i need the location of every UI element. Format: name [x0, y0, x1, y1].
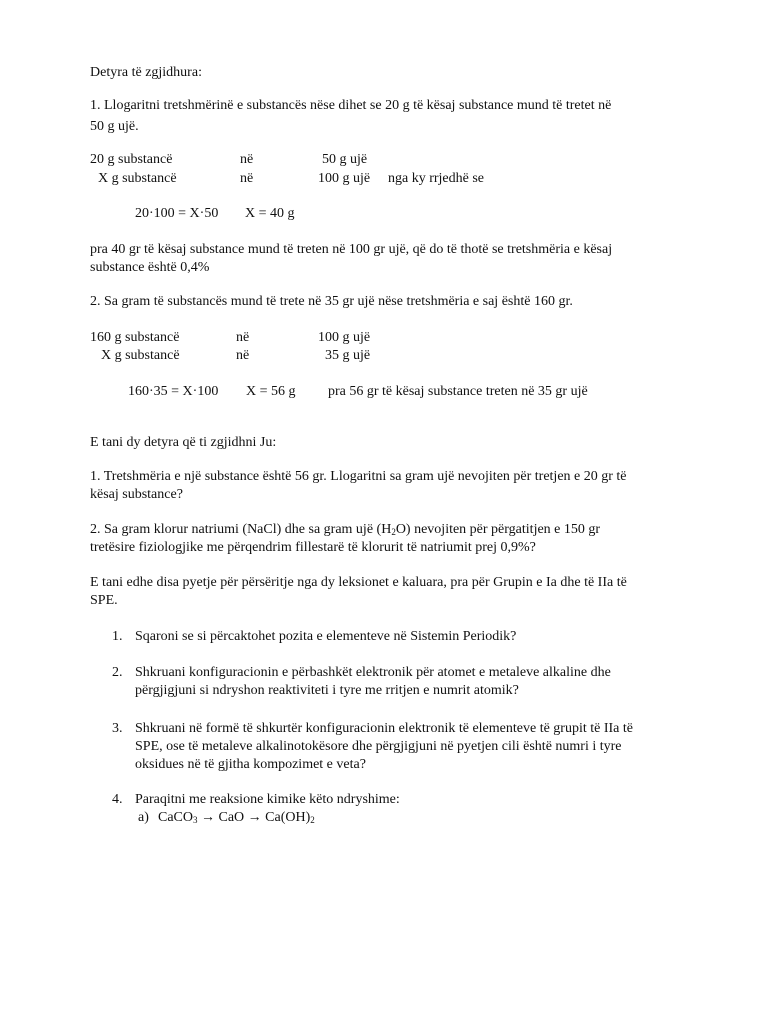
reaction-subscript: 2 — [310, 815, 315, 825]
question-text: përgjigjuni si ndryshon reaktiviteti i tyre me rritjen e numrit atomik? — [135, 683, 519, 698]
ex1-equation-main: 20·100 = X·50 — [135, 206, 219, 221]
ex2-equation-main: 160·35 = X·100 — [128, 384, 219, 399]
exercise-1-text: 1. Llogaritni tretshmërinë e substancës nëse dihet se 20 g të kësaj substance mund të tretet në — [90, 98, 612, 113]
ex2-equation-note: pra 56 gr të kësaj substance treten në 35 gr ujë — [328, 384, 588, 399]
ex1-equation-result: X = 40 g — [245, 206, 295, 221]
question-text: Shkruani në formë të shkurtër konfiguracionin elektronik të elementeve të grupit të IIa të — [135, 721, 633, 736]
task2-text-b: O) nevojiten për përgatitjen e 150 gr — [395, 522, 601, 537]
question-number: 2. — [112, 665, 123, 680]
homework-task-1: 1. Tretshmëria e një substance është 56 gr. Llogaritni sa gram ujë nevojiten për tretjen e 20 gr të — [90, 469, 627, 484]
question-text: Shkruani konfiguracionin e përbashkët elektronik për atomet e metaleve alkaline dhe — [135, 665, 611, 680]
review-intro-cont: SPE. — [90, 593, 118, 608]
question-text: Sqaroni se si përcaktohet pozita e elementeve në Sistemin Periodik? — [135, 629, 517, 644]
exercise-1-conclusion-cont: substance është 0,4% — [90, 260, 210, 275]
question-number: 1. — [112, 629, 123, 644]
question-text: oksidues në të gjitha kompozimet e veta? — [135, 757, 366, 772]
ex2-equation-result: X = 56 g — [246, 384, 296, 399]
ex2-row1-mid: në — [236, 330, 250, 345]
homework-task-1-cont: kësaj substance? — [90, 487, 183, 502]
homework-task-2-cont: tretësire fiziologjike me përqendrim fillestarë të klorurit të natriumit prej 0,9%? — [90, 540, 536, 555]
ex2-row2-left: X g substancë — [101, 348, 180, 363]
section-heading-homework: E tani dy detyra që ti zgjidhni Ju: — [90, 435, 277, 450]
ex1-row2-right: 100 g ujë — [318, 171, 371, 186]
homework-task-2 — [90, 521, 600, 539]
ex1-row2-mid: në — [240, 171, 254, 186]
section-heading-solved: Detyra të zgjidhura: — [90, 65, 202, 80]
ex1-row1-mid: në — [240, 152, 254, 167]
ex1-row1-left: 20 g substancë — [90, 152, 173, 167]
ex2-row1-right: 100 g ujë — [318, 330, 371, 345]
reaction-equation — [158, 809, 315, 827]
reaction-part: → CaO → Ca(OH) — [197, 810, 311, 825]
question-number: 4. — [112, 792, 123, 807]
review-intro: E tani edhe disa pyetje për përsëritje nga dy leksionet e kaluara, pra për Grupin e Ia dhe të IIa të — [90, 575, 627, 590]
ex1-row1-right: 50 g ujë — [322, 152, 368, 167]
task2-text-a: 2. Sa gram klorur natriumi (NaCl) dhe sa gram ujë (H — [90, 522, 392, 537]
ex1-row2-left: X g substancë — [98, 171, 177, 186]
question-text: Paraqitni me reaksione kimike këto ndryshime: — [135, 792, 400, 807]
ex2-row2-right: 35 g ujë — [325, 348, 371, 363]
ex2-row1-left: 160 g substancë — [90, 330, 180, 345]
ex2-row2-mid: në — [236, 348, 250, 363]
task2-subscript: 2 — [391, 527, 396, 537]
question-text: SPE, ose të metaleve alkalinotokësore dhe përgjigjuni në pyetjen cili është numri i tyre — [135, 739, 622, 754]
exercise-2-text: 2. Sa gram të substancës mund të trete në 35 gr ujë nëse tretshmëria e saj është 160 gr. — [90, 294, 573, 309]
question-number: 3. — [112, 721, 123, 736]
exercise-1-text-cont: 50 g ujë. — [90, 119, 139, 134]
reaction-part: CaCO — [158, 810, 193, 825]
reaction-subscript: 3 — [193, 815, 198, 825]
ex1-row2-note: nga ky rrjedhë se — [388, 171, 485, 186]
reaction-label: a) — [138, 810, 149, 825]
exercise-1-conclusion: pra 40 gr të kësaj substance mund të treten në 100 gr ujë, që do të thotë se tretshmëria e kësaj — [90, 242, 613, 257]
